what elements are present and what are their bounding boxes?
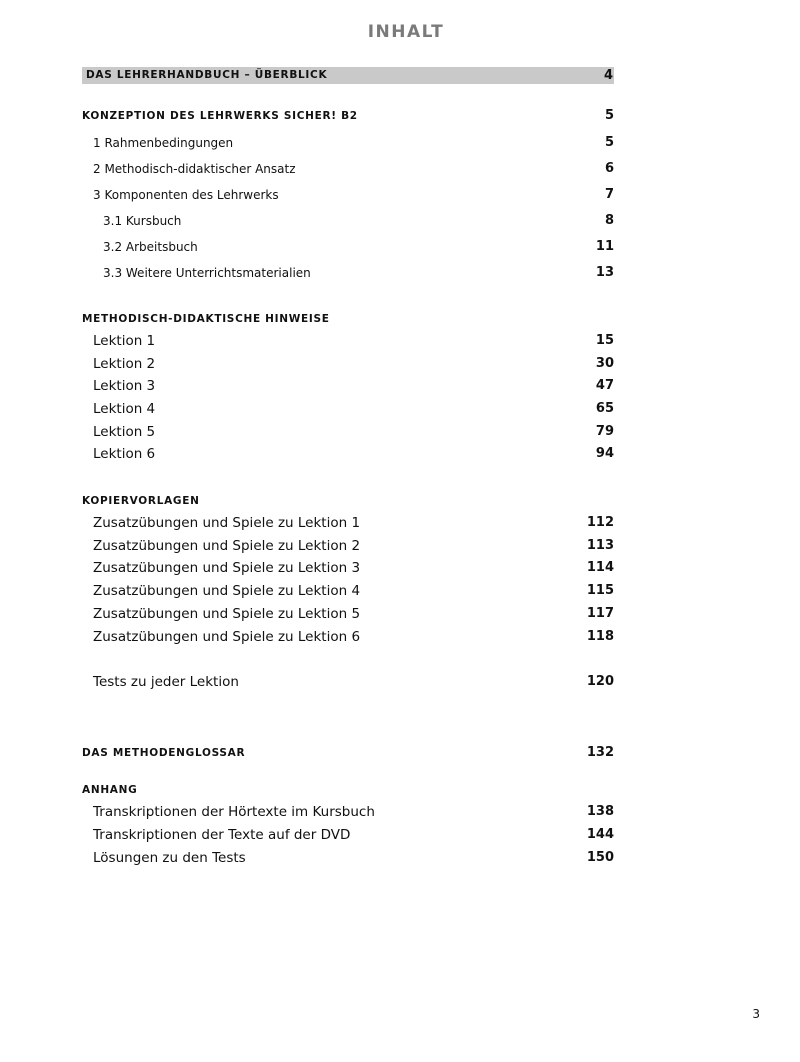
toc-entry-page: 79 [595, 424, 614, 439]
toc-entry-label: Zusatzübungen und Spiele zu Lektion 1 [93, 515, 361, 531]
toc-entry-page: 11 [595, 239, 614, 254]
toc-entry-label: Lektion 2 [93, 356, 156, 372]
toc-subentry[interactable] [82, 237, 614, 257]
toc-entry[interactable] [82, 604, 614, 624]
toc-subentry[interactable] [82, 211, 614, 231]
toc-entry[interactable] [82, 627, 614, 647]
toc-section-heading: METHODISCH-DIDAKTISCHE HINWEISE [82, 313, 330, 325]
toc-entry-label: Transkriptionen der Hörtexte im Kursbuch [93, 804, 375, 820]
toc-entry-page: 112 [586, 515, 614, 530]
toc-entry[interactable] [82, 848, 614, 868]
toc-entry-page: 47 [595, 378, 614, 393]
toc-entry-label: Lösungen zu den Tests [93, 850, 246, 866]
toc-section-heading: KOPIERVORLAGEN [82, 495, 200, 507]
toc-entry-label: Zusatzübungen und Spiele zu Lektion 6 [93, 629, 361, 645]
toc-entry[interactable] [82, 513, 614, 533]
toc-entry-page: 150 [586, 850, 614, 865]
toc-entry-page: 8 [604, 213, 614, 228]
toc-entry-label: Lektion 3 [93, 378, 156, 394]
toc-entry-page: 5 [604, 135, 614, 150]
toc-entry-page: 30 [595, 356, 614, 371]
toc-entry-page: 94 [595, 446, 614, 461]
toc-section-heading: ANHANG [82, 784, 138, 796]
toc-entry-label: Lektion 4 [93, 401, 156, 417]
toc-entry-label: Tests zu jeder Lektion [93, 674, 239, 690]
toc-entry[interactable] [82, 159, 614, 179]
toc-entry[interactable] [82, 376, 614, 396]
toc-entry-page: 132 [586, 745, 614, 760]
toc-entry-page: 115 [586, 583, 614, 598]
toc-entry-label: 3.3 Weitere Unterrichtsmaterialien [103, 266, 311, 280]
toc-entry-label: Zusatzübungen und Spiele zu Lektion 2 [93, 538, 361, 554]
page-title: INHALT [367, 22, 445, 42]
page-number: 3 [752, 1007, 760, 1021]
toc-entry[interactable] [82, 825, 614, 845]
toc-entry-label: Lektion 6 [93, 446, 156, 462]
toc-entry-page: 113 [586, 538, 614, 553]
toc-entry-page: 13 [595, 265, 614, 280]
toc-entry-page: 144 [586, 827, 614, 842]
toc-entry-label: Lektion 1 [93, 333, 156, 349]
toc-section-konzeption[interactable] [82, 106, 614, 126]
toc-entry-page: 65 [595, 401, 614, 416]
toc-entry-label: DAS LEHRERHANDBUCH – ÜBERBLICK [86, 69, 328, 81]
toc-entry-label: Zusatzübungen und Spiele zu Lektion 3 [93, 560, 361, 576]
toc-subentry[interactable] [82, 263, 614, 283]
toc-entry-label: 3 Komponenten des Lehrwerks [93, 188, 279, 202]
toc-entry-page: 5 [604, 108, 614, 123]
toc-entry-label: Zusatzübungen und Spiele zu Lektion 5 [93, 606, 361, 622]
toc-entry[interactable] [82, 444, 614, 464]
toc-section-methodenglossar[interactable] [82, 743, 614, 763]
toc-entry-label: 3.1 Kursbuch [103, 214, 182, 228]
toc-entry-page: 114 [586, 560, 614, 575]
toc-entry[interactable] [82, 133, 614, 153]
toc-section-hinweise [82, 309, 614, 329]
toc-entry-page: 6 [604, 161, 614, 176]
toc-entry-page: 7 [604, 187, 614, 202]
toc-entry-label: Zusatzübungen und Spiele zu Lektion 4 [93, 583, 361, 599]
toc-entry-page: 138 [586, 804, 614, 819]
toc-entry-label: 2 Methodisch-didaktischer Ansatz [93, 162, 296, 176]
toc-entry-page: 118 [586, 629, 614, 644]
toc-entry[interactable] [82, 185, 614, 205]
toc-entry[interactable] [82, 536, 614, 556]
toc-entry[interactable] [82, 672, 614, 692]
toc-entry[interactable] [82, 331, 614, 351]
toc-entry[interactable] [82, 558, 614, 578]
toc-entry-label: KONZEPTION DES LEHRWERKS SICHER! B2 [82, 110, 358, 122]
toc-entry-page: 120 [586, 674, 614, 689]
toc-entry-label: DAS METHODENGLOSSAR [82, 747, 246, 759]
toc-entry[interactable] [82, 399, 614, 419]
toc-entry-label: 1 Rahmenbedingungen [93, 136, 234, 150]
toc-entry-label: Transkriptionen der Texte auf der DVD [93, 827, 351, 843]
toc-entry-label: 3.2 Arbeitsbuch [103, 240, 198, 254]
toc-section-kopiervorlagen [82, 491, 614, 511]
toc-entry-page: 4 [603, 68, 613, 83]
toc-entry[interactable] [82, 354, 614, 374]
toc-entry[interactable] [82, 581, 614, 601]
toc-entry-page: 15 [595, 333, 614, 348]
toc-section-anhang [82, 780, 614, 800]
toc-entry-page: 117 [586, 606, 614, 621]
toc-entry-label: Lektion 5 [93, 424, 156, 440]
toc-entry[interactable] [82, 802, 614, 822]
toc-section-ueberblick[interactable] [82, 67, 614, 84]
toc-entry[interactable] [82, 422, 614, 442]
